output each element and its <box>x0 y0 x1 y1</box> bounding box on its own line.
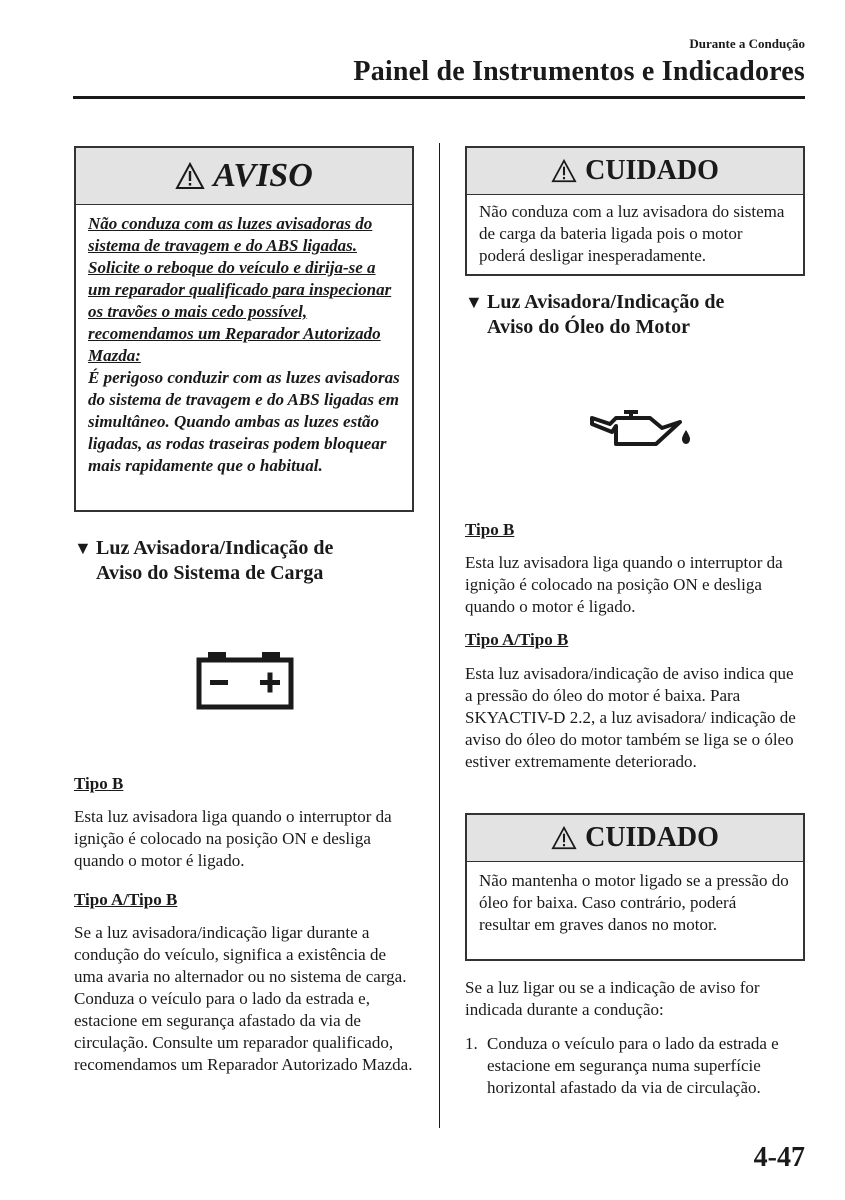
aviso-text: É perigoso conduzir com as luzes avisadoras do sistema de travagem e do ABS ligadas em simultâneo. Quando ambas as luzes estão ligadas, as rodas traseiras podem bloquear mais rapidamente que o habitual. <box>88 368 400 475</box>
section-heading-oil <box>465 290 805 340</box>
tipo-b-text-left: Esta luz avisadora liga quando o interruptor da ignição é colocado na posição ON e desliga quando o motor é ligado. <box>74 807 392 870</box>
warning-triangle-icon <box>551 826 577 850</box>
section-title-line1: Luz Avisadora/Indicação de <box>487 291 725 313</box>
aviso-box <box>74 146 414 512</box>
tipo-ab-text-left-2: Conduza o veículo para o lado da estrada e, estacione em segurança afastado da via de circulação. Consulte um reparador qualificado, recomendamos um Reparador Autorizado Mazda. <box>74 989 413 1074</box>
battery-icon <box>196 650 294 710</box>
page-title: Painel de Instrumentos e Indicadores <box>353 56 805 87</box>
page-number: 4-47 <box>753 1142 805 1173</box>
step-1 <box>465 1033 805 1099</box>
aviso-title: AVISO <box>213 157 313 194</box>
section-title-line2: Aviso do Sistema de Carga <box>96 562 324 584</box>
cuidado-title-2: CUIDADO <box>585 822 719 853</box>
step-1-text: Conduza o veículo para o lado da estrada e estacione em segurança numa superfície horizontal afastado da via de circulação. <box>487 1034 779 1097</box>
header-rule <box>73 96 805 99</box>
warning-triangle-icon <box>175 162 205 190</box>
column-divider <box>439 143 440 1128</box>
cuidado-body-2: Não mantenha o motor ligado se a pressão do óleo for baixa. Caso contrário, poderá resultar em graves danos no motor. <box>479 871 789 934</box>
triangle-bullet-icon: ▼ <box>74 538 92 558</box>
tipo-b-label-left: Tipo B <box>74 774 124 793</box>
cuidado-header-2 <box>467 815 803 862</box>
cuidado-box-1 <box>465 146 805 276</box>
tipo-b-text-right: Esta luz avisadora liga quando o interruptor da ignição é colocado na posição ON e desliga quando o motor é ligado. <box>465 553 783 616</box>
tipo-ab-label-right: Tipo A/Tipo B <box>465 630 569 649</box>
tipo-b-label-right: Tipo B <box>465 520 515 539</box>
cuidado-box-2 <box>465 813 805 961</box>
tipo-ab-text-left <box>74 922 414 1076</box>
oil-can-icon <box>588 404 694 452</box>
step-1-number: 1. <box>465 1034 478 1053</box>
section-title-line1: Luz Avisadora/Indicação de <box>96 537 334 559</box>
tipo-ab-label-left: Tipo A/Tipo B <box>74 890 178 909</box>
tipo-ab-text-right: Esta luz avisadora/indicação de aviso indica que a pressão do óleo do motor é baixa. Para SKYACTIV-D 2.2, a luz avisadora/ indicação de aviso do óleo do motor também se liga se o óleo estiver extremamente deteriorado. <box>465 664 796 771</box>
after-caution-text: Se a luz ligar ou se a indicação de aviso for indicada durante a condução: <box>465 978 760 1019</box>
aviso-underlined-text: Não conduza com as luzes avisadoras do sistema de travagem e do ABS ligadas. Solicite o reboque do veículo e dirija-se a um reparador qualificado para inspecionar os travões o mais cedo possível, recomendamos um Reparador Autorizado Mazda: <box>88 214 392 365</box>
tipo-ab-text-left-1: Se a luz avisadora/indicação ligar durante a condução do veículo, significa a existência de uma avaria no alternador ou no sistema de carga. <box>74 923 407 986</box>
section-heading-charge <box>74 536 414 586</box>
cuidado-title-1: CUIDADO <box>585 155 719 186</box>
header-section: Durante a Condução <box>689 36 805 51</box>
cuidado-body-1: Não conduza com a luz avisadora do sistema de carga da bateria ligada pois o motor poderá desligar inesperadamente. <box>479 202 785 265</box>
cuidado-header-1 <box>467 148 803 195</box>
section-title-line2: Aviso do Óleo do Motor <box>487 316 690 338</box>
aviso-header <box>76 148 412 205</box>
aviso-body <box>76 205 412 485</box>
triangle-bullet-icon: ▼ <box>465 292 483 312</box>
warning-triangle-icon <box>551 159 577 183</box>
